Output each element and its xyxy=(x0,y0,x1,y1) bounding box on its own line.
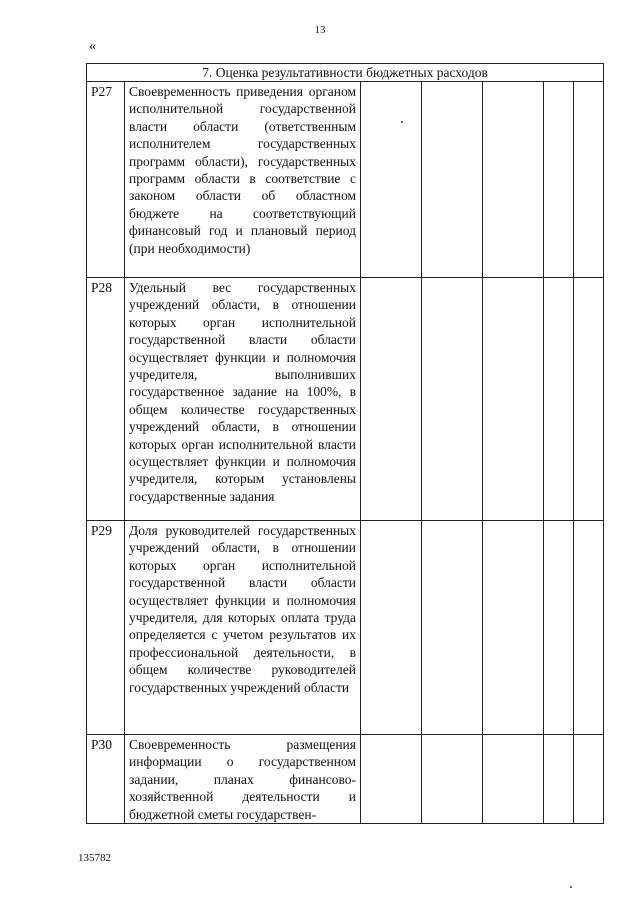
row-code: P27 xyxy=(87,82,125,278)
row-description: Своевременность размещения информации о государственном задании, планах финансово-хозяйственной деятельности и бюджетной сметы государствен- xyxy=(125,735,361,824)
row-description: Доля руководителей государственных учреждений области, в отношении которых орган исполнительной государственной власти области осуществляет функции и полномочия учредителя, для которых оплата труда определяется с учетом результатов их профессиональной деятельности, в общем количестве руководителей государственных учреждений области xyxy=(125,521,361,735)
section-title: 7. Оценка результативности бюджетных расходов xyxy=(87,64,604,82)
row-code: P28 xyxy=(87,278,125,521)
empty-cell xyxy=(483,521,544,735)
open-quote-mark: « xyxy=(89,39,96,54)
empty-cell xyxy=(422,735,483,824)
section-header-row xyxy=(87,64,604,82)
empty-cell xyxy=(574,278,604,521)
table-row xyxy=(87,278,604,521)
empty-cell xyxy=(361,735,422,824)
empty-cell xyxy=(361,278,422,521)
empty-cell xyxy=(361,82,422,278)
budget-evaluation-table xyxy=(86,63,604,824)
row-description: Своевременность приведения органом исполнительной государственной власти области (ответственным исполнителем государственных программ области), государственных программ области в соответствие с законом области об областном бюджете на соответствующий финансовый год и плановый период (при необходимости) xyxy=(125,82,361,278)
empty-cell xyxy=(544,82,574,278)
empty-cell xyxy=(422,521,483,735)
empty-cell xyxy=(483,82,544,278)
scan-speck xyxy=(401,121,403,123)
row-code: P29 xyxy=(87,521,125,735)
empty-cell xyxy=(483,735,544,824)
row-code: P30 xyxy=(87,735,125,824)
empty-cell xyxy=(574,82,604,278)
empty-cell xyxy=(574,735,604,824)
scan-speck xyxy=(570,886,572,888)
table-row xyxy=(87,521,604,735)
empty-cell xyxy=(574,521,604,735)
empty-cell xyxy=(483,278,544,521)
document-id: 135782 xyxy=(78,852,111,864)
page-number: 13 xyxy=(314,24,326,36)
table-row xyxy=(87,735,604,824)
empty-cell xyxy=(422,82,483,278)
empty-cell xyxy=(544,735,574,824)
empty-cell xyxy=(544,278,574,521)
table-row xyxy=(87,82,604,278)
row-description: Удельный вес государственных учреждений области, в отношении которых орган исполнительной государственной власти области осуществляет функции и полномочия учредителя, выполнивших государственное задание на 100%, в общем количестве государственных учреждений области, в отношении которых орган исполнительной власти осуществляет функции и полномочия учредителя, которым установлены государственные задания xyxy=(125,278,361,521)
empty-cell xyxy=(422,278,483,521)
empty-cell xyxy=(544,521,574,735)
empty-cell xyxy=(361,521,422,735)
